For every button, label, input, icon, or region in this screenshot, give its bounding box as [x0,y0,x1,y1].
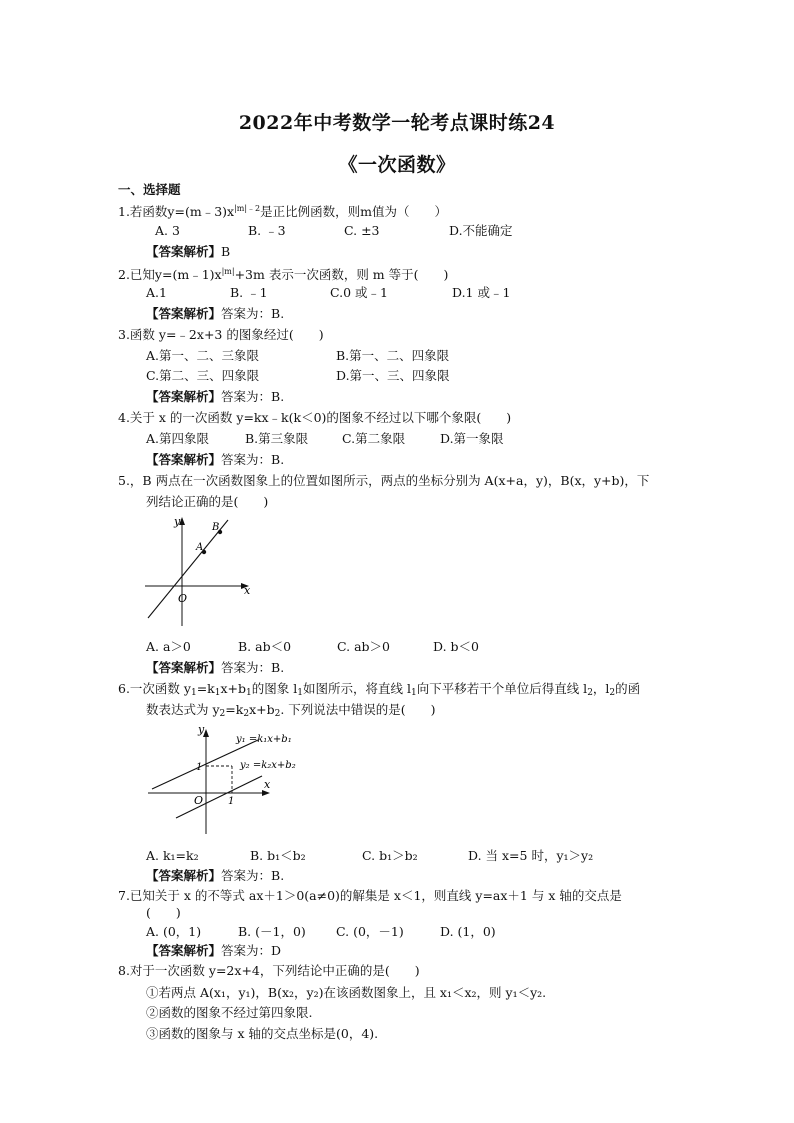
q3-option-c: C.第二、三、四象限 [146,368,260,383]
q3-answer: 【答案解析】答案为：B. [146,389,285,404]
q6-y-one-label: 1 [196,762,203,773]
q6-x-label: x [264,778,271,791]
q7-option-a: A. (0，1) [146,924,202,939]
q6-figure [146,723,296,836]
q7-option-b: B. (－1，0) [238,924,306,939]
q5-figure [140,512,260,630]
question-6-stem-line1: 6.一次函数 $y_1=k_1x+b_1$的图象 $l_1$如图所示，将直线 $l_1$向下平移若干个单位后得直线 $l_2$，$l_2$的函 [118,681,641,698]
q5-y-label: y [174,515,181,528]
q7-option-c: C. (0，－1) [336,924,404,939]
q3-option-d: D.第一、三、四象限 [336,368,450,383]
question-7-stem-line2: ( ) [146,905,181,920]
q5-option-b: B. ab＜0 [238,639,292,654]
q6-option-a: A. k₁=k₂ [146,848,199,863]
q5-answer: 【答案解析】答案为：B. [146,660,285,675]
q6-option-d: D. 当 x=5 时，y₁＞y₂ [468,848,594,863]
q8-item-1: ①若两点 A(x₁，y₁)，B(x₂，y₂)在该函数图象上，且 x₁＜x₂，则 y₁＜y₂. [146,985,547,1000]
q6-l1-label: y₁ =k₁x+b₁ [236,734,292,745]
question-5-stem-line2: 列结论正确的是( ) [146,494,269,509]
q3-option-b: B.第一、二、四象限 [336,348,450,363]
question-5-stem-line1: 5.，B 两点在一次函数图象上的位置如图所示，两点的坐标分别为 A(x+a，y)，B(x，y+b)，下 [118,473,650,488]
q5-origin-label: O [178,592,188,605]
q1-option-b: B. ﹣3 [248,223,286,238]
q6-line-l2 [176,776,262,818]
q5-option-a: A. a＞0 [146,639,191,654]
question-8-stem: 8.对于一次函数 y=2x+4，下列结论中正确的是( ) [118,963,420,978]
q6-origin-label: O [194,794,204,807]
q5-option-c: C. ab＞0 [337,639,390,654]
q2-option-a: A.1 [146,285,167,300]
q1-option-a: A. 3 [155,223,180,238]
q6-y-label: y [198,723,205,736]
page-title: 2022年中考数学一轮考点课时练24 [238,112,556,134]
q2-option-b: B. ﹣1 [230,285,268,300]
q5-function-line [148,520,228,618]
q4-answer: 【答案解析】答案为：B. [146,452,285,467]
question-1-stem: 1.若函数$y=(m﹣3)x^{|m|﹣2}$是正比例函数，则m值为（ ） [118,204,448,219]
q5-option-d: D. b＜0 [433,639,479,654]
q8-item-3: ③函数的图象与 x 轴的交点坐标是(0，4). [146,1026,379,1041]
q3-option-a: A.第一、二、三象限 [146,348,260,363]
question-6-stem-line2: 数表达式为 $y_2=k_2x+b_2$. 下列说法中错误的是( ) [146,702,436,719]
q4-option-d: D.第一象限 [440,431,504,446]
q4-option-a: A.第四象限 [146,431,210,446]
question-3-stem: 3.函数 y=﹣2x+3 的图象经过( ) [118,327,324,342]
q5-a-label: A [196,542,204,553]
q2-option-d: D.1 或﹣1 [452,285,511,300]
q7-answer: 【答案解析】答案为：D [146,943,282,958]
q1-option-c: C. ±3 [344,223,380,238]
q8-item-2: ②函数的图象不经过第四象限. [146,1005,313,1020]
page-subtitle: 《一次函数》 [338,154,456,176]
q6-option-b: B. b₁＜b₂ [250,848,306,863]
q1-answer: 【答案解析】B [146,244,231,259]
q4-option-b: B.第三象限 [245,431,309,446]
question-7-stem-line1: 7.已知关于 x 的不等式 ax＋1＞0(a≠0)的解集是 x＜1，则直线 y=ax＋1 与 x 轴的交点是 [118,888,622,903]
q2-answer: 【答案解析】答案为：B. [146,306,285,321]
q7-option-d: D. (1，0) [440,924,496,939]
q6-x-one-label: 1 [228,796,235,807]
q1-option-d: D.不能确定 [449,223,513,238]
q2-option-c: C.0 或﹣1 [330,285,388,300]
question-4-stem: 4.关于 x 的一次函数 y=kx﹣k(k＜0)的图象不经过以下哪个象限( ) [118,410,512,425]
q5-x-label: x [244,584,251,597]
q4-option-c: C.第二象限 [342,431,406,446]
q5-b-label: B [212,522,220,533]
section-heading: 一、选择题 [118,182,181,197]
question-2-stem: 2.已知$y=(m﹣1)x^{|m|}+3m$ 表示一次函数，则 m 等于( ) [118,267,449,282]
q6-answer: 【答案解析】答案为：B. [146,868,285,883]
q6-l2-label: y₂ =k₂x+b₂ [240,760,296,771]
q6-option-c: C. b₁＞b₂ [362,848,418,863]
